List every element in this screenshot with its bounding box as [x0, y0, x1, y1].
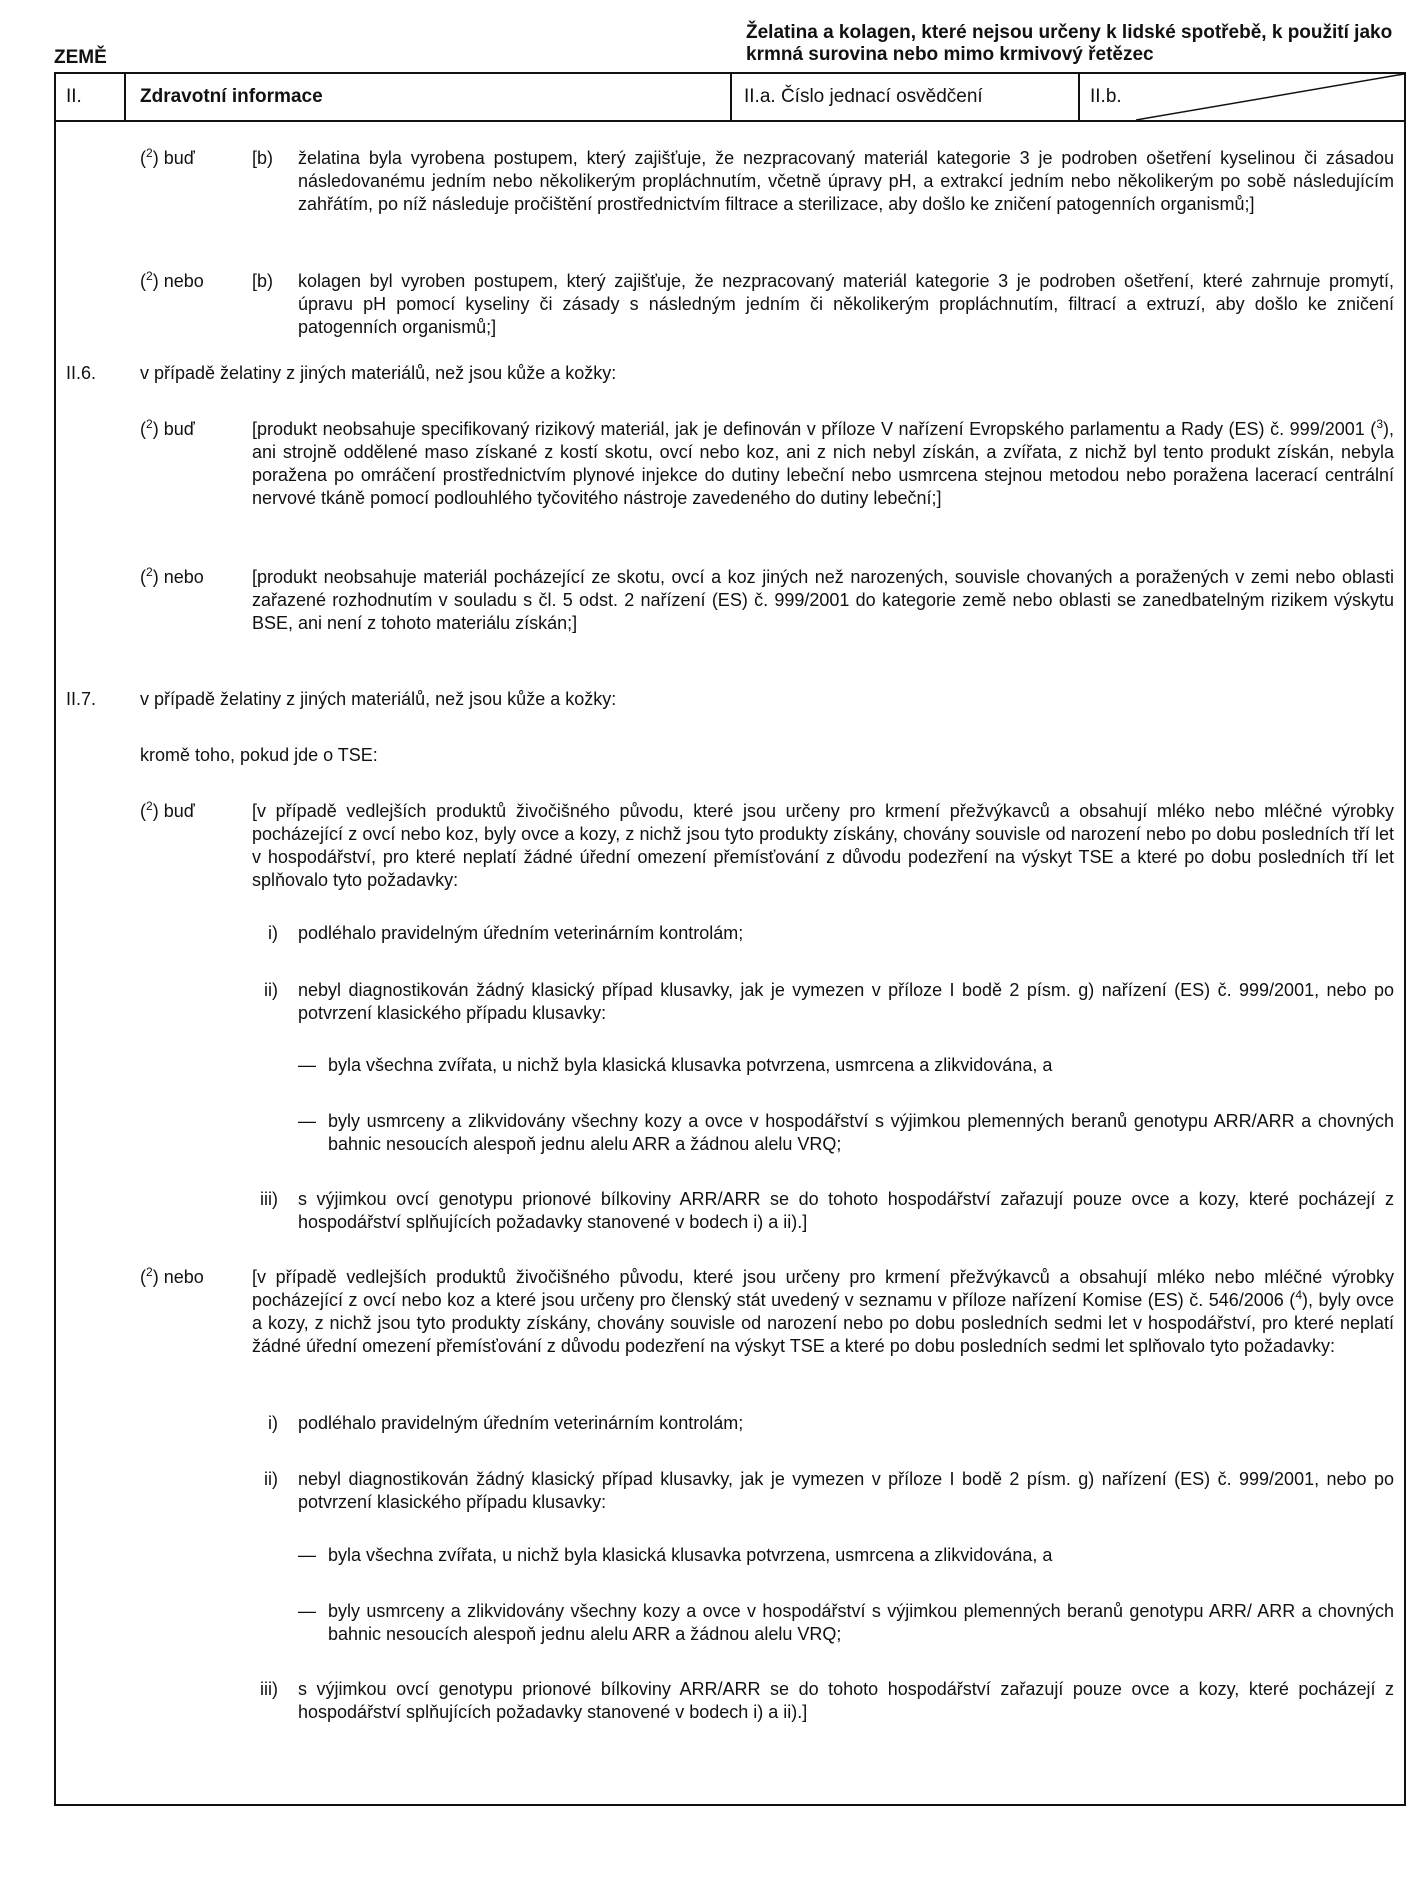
- clause-text: [produkt neobsahuje materiál pocházející ze skotu, ovcí a koz jiných než narozených, souvisle chovaných a poražených v zemi nebo oblasti zařazené rozhodnutím v souladu s čl. 5 odst. 2 nařízení (ES) č. 999/2001 do kategorie země nebo oblasti se zanedbatelným rizikem výskytu BSE, ani není z tohoto materiálu získán;]: [252, 567, 1394, 633]
- clause-marker: ($^2$) nebo: [140, 565, 204, 587]
- dash-text: byly usmrceny a zlikvidovány všechny kozy a ovce v hospodářství s výjimkou plemenných beranů genotypu ARR/ARR a chovných bahnic nesoucích alespoň jednu alelu ARR a žádnou alelu VRQ;: [328, 1111, 1394, 1154]
- clause-text: [produkt neobsahuje specifikovaný rizikový materiál, jak je definován v příloze V nařízení Evropského parlamentu a Rady (ES) č. 999/2001 ($^3$), ani strojně oddělené maso získané z kostí skotu, ovcí nebo koz, ani z nich nebyl získán, a zvířata, z nichž byl tento produkt získán, nebyla poražena po omráčení prostřednictvím plynové injekce do dutiny lebeční nebo usmrcena stejnou metodou nebo poražena lacerací centrální nervové tkáně pomocí podlouhlého tyčovitého nástroje zavedeného do dutiny lebeční;]: [252, 417, 1394, 508]
- list-text: nebyl diagnostikován žádný klasický případ klusavky, jak je vymezen v příloze I bodě 2 písm. g) nařízení (ES) č. 999/2001, nebo po potvrzení klasického případu klusavky:: [298, 980, 1394, 1023]
- certificate-title: Želatina a kolagen, které nejsou určeny k lidské spotřebě, k použití jako krmná surovina nebo mimo krmivový řetězec: [746, 22, 1393, 65]
- reference-b-label: II.b.: [1090, 86, 1122, 107]
- clause-marker: ($^2$) buď: [140, 146, 195, 168]
- list-text: s výjimkou ovcí genotypu prionové bílkoviny ARR/ARR se do tohoto hospodářství zařazují pouze ovce a kozy, které pocházejí z hospodářství splňujících požadavky stanovené v bodech i) a ii).]: [298, 1679, 1394, 1722]
- clause-letter: [b): [252, 271, 274, 291]
- section-text: v případě želatiny z jiných materiálů, než jsou kůže a kožky:: [140, 363, 617, 383]
- section-text: v případě želatiny z jiných materiálů, než jsou kůže a kožky:: [140, 689, 617, 709]
- clause-marker: ($^2$) buď: [140, 799, 195, 821]
- dash-marker: —: [298, 1055, 316, 1075]
- clause-marker: ($^2$) buď: [140, 417, 195, 439]
- list-number: ii): [264, 980, 278, 1000]
- clause-marker: ($^2$) nebo: [140, 269, 204, 291]
- dash-marker: —: [298, 1545, 316, 1565]
- list-number: iii): [260, 1679, 278, 1699]
- dash-marker: —: [298, 1111, 316, 1131]
- clause-text: [v případě vedlejších produktů živočišného původu, které jsou určeny pro krmení přežvýkavců a obsahují mléko nebo mléčné výrobky pocházející z ovcí nebo koz, byly ovce a kozy, z nichž jsou tyto produkty získány, chovány souvisle od narození nebo po dobu posledních tří let v hospodářství, pro které neplatí žádné úřední omezení přemísťování z důvodu podezření na výskyt TSE a které po dobu posledních tří let splňovalo tyto požadavky:: [252, 801, 1394, 890]
- diagonal-strike: [1136, 74, 1406, 120]
- clause-marker: ($^2$) nebo: [140, 1265, 204, 1287]
- list-number: iii): [260, 1189, 278, 1209]
- clause-letter: [b): [252, 148, 274, 168]
- section-title: Zdravotní informace: [140, 86, 323, 107]
- dash-text: byla všechna zvířata, u nichž byla klasická klusavka potvrzena, usmrcena a zlikvidována, a: [328, 1055, 1053, 1075]
- dash-text: byla všechna zvířata, u nichž byla klasická klusavka potvrzena, usmrcena a zlikvidována, a: [328, 1545, 1053, 1565]
- clause-text: kolagen byl vyroben postupem, který zajišťuje, že nezpracovaný materiál kategorie 3 je podroben ošetření, které zahrnuje promytí, úpravu pH pomocí kyseliny či zásady s následným jedním či několikerým propláchnutím, filtrací a extruzí, aby došlo ke zničení patogenních organismů;]: [298, 271, 1394, 337]
- list-number: i): [268, 923, 278, 943]
- divider: [124, 74, 126, 120]
- clause-text: želatina byla vyrobena postupem, který zajišťuje, že nezpracovaný materiál kategorie 3 je podroben ošetření kyselinou či zásadou následovanému jedním nebo několikerým propláchnutím, včetně úpravy pH, a extrakcí jedním nebo několikerým po sobě následujícím zahřátím, po níž následuje pročištění prostřednictvím filtrace a sterilizace, aby došlo ke zničení patogenních organismů;]: [298, 148, 1394, 214]
- page-header: [54, 10, 1404, 72]
- list-text: podléhalo pravidelným úředním veterinárním kontrolám;: [298, 923, 744, 943]
- section-number: II.6.: [66, 363, 97, 383]
- list-number: ii): [264, 1469, 278, 1489]
- dash-text: byly usmrceny a zlikvidovány všechny kozy a ovce v hospodářství s výjimkou plemenných beranů genotypu ARR/ ARR a chovných bahnic nesoucích alespoň jednu alelu ARR a žádnou alelu VRQ;: [328, 1601, 1394, 1644]
- list-number: i): [268, 1413, 278, 1433]
- clause-text: [v případě vedlejších produktů živočišného původu, které jsou určeny pro krmení přežvýkavců a obsahují mléko nebo mléčné výrobky pocházející z ovcí nebo koz a které jsou určeny pro členský stát uvedený v seznamu v příloze nařízení Komise (ES) č. 546/2006 ($^4$), byly ovce a kozy, z nichž jsou tyto produkty získány, chovány souvisle od narození nebo po dobu posledních sedmi let v hospodářství, pro které neplatí žádné úřední omezení přemísťování z důvodu podezření na výskyt TSE a které po dobu posledních sedmi let splňovalo tyto požadavky:: [252, 1267, 1395, 1356]
- section-number: II.7.: [66, 689, 97, 709]
- list-text: nebyl diagnostikován žádný klasický případ klusavky, jak je vymezen v příloze I bodě 2 písm. g) nařízení (ES) č. 999/2001, nebo po potvrzení klasického případu klusavky:: [298, 1469, 1394, 1512]
- paragraph-text: kromě toho, pokud jde o TSE:: [140, 745, 378, 765]
- divider: [730, 74, 732, 120]
- dash-marker: —: [298, 1601, 316, 1621]
- country-label: ZEMĚ: [54, 47, 107, 68]
- list-text: s výjimkou ovcí genotypu prionové bílkoviny ARR/ARR se do tohoto hospodářství zařazují pouze ovce a kozy, které pocházejí z hospodářství splňujících požadavky stanovené v bodech i) a ii).]: [298, 1189, 1394, 1232]
- certificate-frame: [54, 72, 1406, 1806]
- section-number: II.: [66, 86, 82, 107]
- list-text: podléhalo pravidelným úředním veterinárním kontrolám;: [298, 1413, 744, 1433]
- table-header-row: [56, 74, 1404, 122]
- reference-number-label: II.a. Číslo jednací osvědčení: [744, 86, 983, 107]
- divider: [1078, 74, 1080, 120]
